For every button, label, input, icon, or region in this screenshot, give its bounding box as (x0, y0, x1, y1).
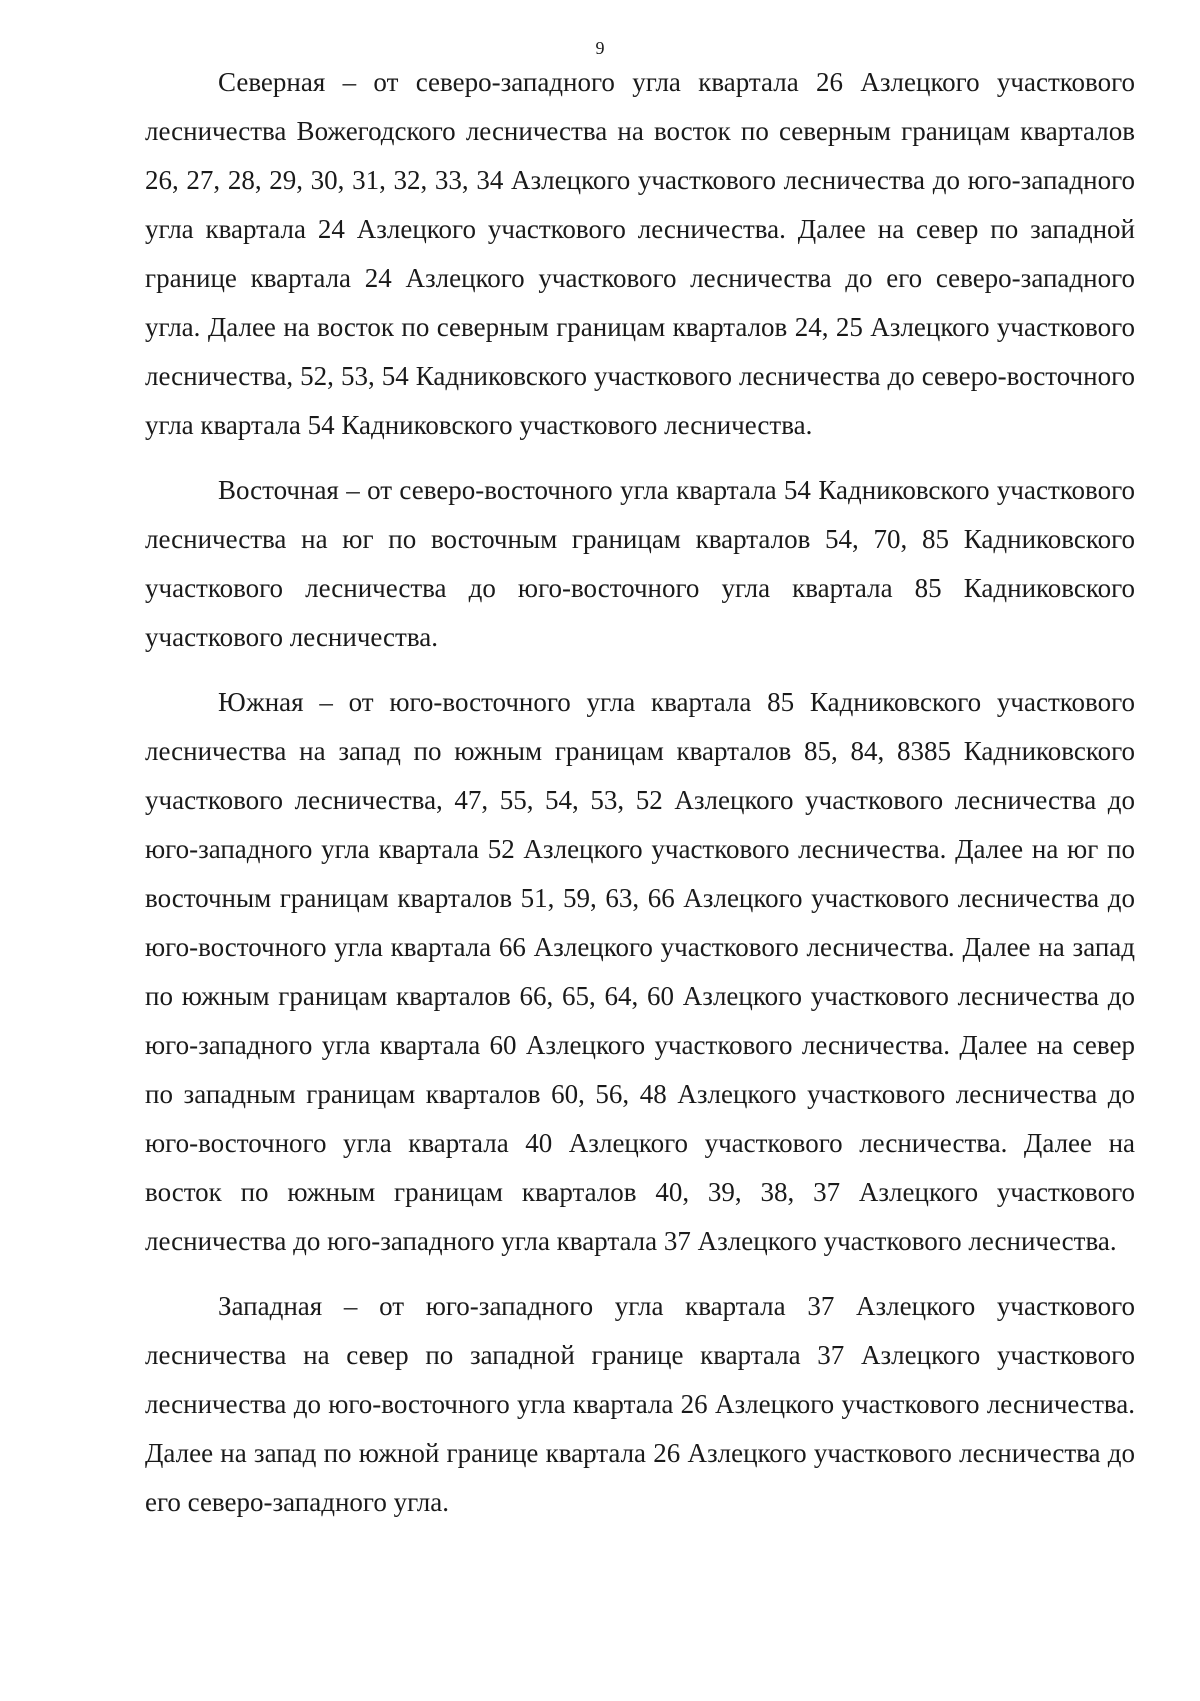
paragraph-north-boundary: Северная – от северо-западного угла квартала 26 Азлецкого участкового лесничества Вожегодского лесничества на восток по северным границам кварталов 26, 27, 28, 29, 30, 31, 32, 33, 34 Азлецкого участкового лесничества до юго-западного угла квартала 24 Азлецкого участкового лесничества. Далее на север по западной границе квартала 24 Азлецкого участкового лесничества до его северо-западного угла. Далее на восток по северным границам кварталов 24, 25 Азлецкого участкового лесничества, 52, 53, 54 Кадниковского участкового лесничества до северо-восточного угла квартала 54 Кадниковского участкового лесничества. (145, 67, 1135, 440)
paragraph-east-boundary: Восточная – от северо-восточного угла квартала 54 Кадниковского участкового лесничества на юг по восточным границам кварталов 54, 70, 85 Кадниковского участкового лесничества до юго-восточного угла квартала 85 Кадниковского участкового лесничества. (145, 475, 1135, 652)
paragraph-west-boundary: Западная – от юго-западного угла квартала 37 Азлецкого участкового лесничества на север по западной границе квартала 37 Азлецкого участкового лесничества до юго-восточного угла квартала 26 Азлецкого участкового лесничества. Далее на запад по южной границе квартала 26 Азлецкого участкового лесничества до его северо-западного угла. (145, 1291, 1135, 1517)
page-number: 9 (595, 38, 605, 58)
document-body (145, 58, 1135, 1543)
paragraph-south-boundary: Южная – от юго-восточного угла квартала 85 Кадниковского участкового лесничества на запад по южным границам кварталов 85, 84, 8385 Кадниковского участкового лесничества, 47, 55, 54, 53, 52 Азлецкого участкового лесничества до юго-западного угла квартала 52 Азлецкого участкового лесничества. Далее на юг по восточным границам кварталов 51, 59, 63, 66 Азлецкого участкового лесничества до юго-восточного угла квартала 66 Азлецкого участкового лесничества. Далее на запад по южным границам кварталов 66, 65, 64, 60 Азлецкого участкового лесничества до юго-западного угла квартала 60 Азлецкого участкового лесничества. Далее на север по западным границам кварталов 60, 56, 48 Азлецкого участкового лесничества до юго-восточного угла квартала 40 Азлецкого участкового лесничества. Далее на восток по южным границам кварталов 40, 39, 38, 37 Азлецкого участкового лесничества до юго-западного угла квартала 37 Азлецкого участкового лесничества. (145, 687, 1135, 1256)
